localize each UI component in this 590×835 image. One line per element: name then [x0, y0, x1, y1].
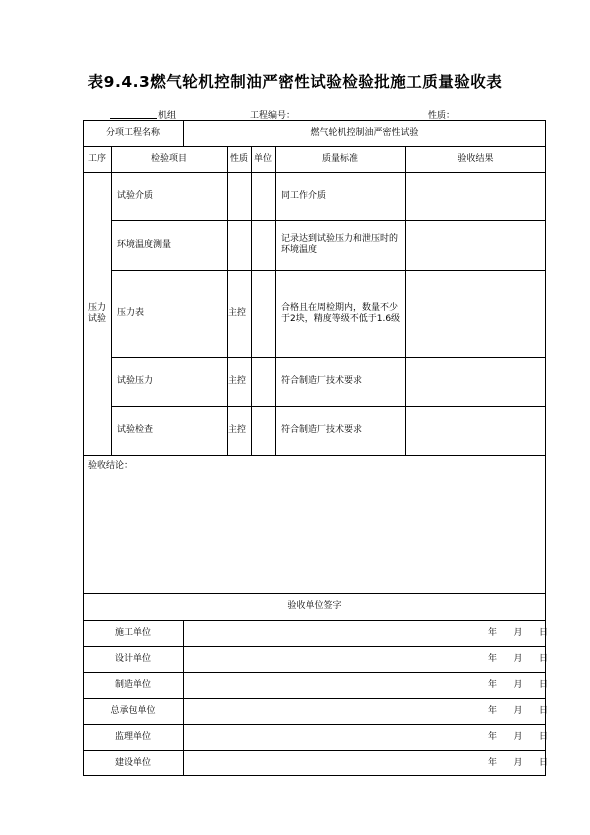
sign-field[interactable]	[183, 724, 546, 750]
sub-project-value: 燃气轮机控制油严密性试验	[310, 127, 419, 138]
row-standard: 符合制造厂技术要求	[281, 376, 363, 386]
col-header-unit: 单位	[253, 153, 272, 164]
conclusion-label: 验收结论：	[88, 461, 134, 471]
row-unit	[251, 357, 275, 406]
row-nature	[227, 172, 251, 220]
month-label: 月	[513, 654, 523, 664]
process-cell: 压力试验	[87, 302, 106, 324]
sign-unit-label: 总承包单位	[110, 705, 156, 716]
month-label: 月	[513, 706, 523, 716]
row-result-field[interactable]	[405, 172, 546, 220]
row-result-field[interactable]	[405, 270, 546, 357]
unit-label: 机组	[158, 111, 177, 121]
row-standard: 同工作介质	[281, 190, 327, 201]
year-label: 年	[488, 758, 498, 768]
row-standard: 合格且在周检期内，数量不少于2块，精度等级不低于1.6级	[281, 302, 401, 324]
sign-field[interactable]	[183, 620, 546, 646]
col-header-standard: 质量标准	[321, 153, 358, 164]
row-unit	[251, 270, 275, 357]
sign-unit-label: 监理单位	[114, 731, 151, 742]
sign-field[interactable]	[183, 750, 546, 776]
month-label: 月	[513, 732, 523, 742]
inspection-table	[83, 120, 546, 776]
month-label: 月	[513, 758, 523, 768]
row-item: 环境温度测量	[117, 239, 172, 250]
row-result-field[interactable]	[405, 406, 546, 455]
project-no-label: 工程编号：	[250, 111, 296, 121]
year-label: 年	[488, 628, 498, 638]
row-result-field[interactable]	[405, 220, 546, 270]
sign-unit-label: 施工单位	[114, 627, 151, 638]
conclusion-field[interactable]	[83, 476, 546, 593]
sign-field[interactable]	[183, 698, 546, 724]
nature-label: 性质：	[428, 111, 456, 121]
row-item: 试验检查	[117, 425, 154, 435]
day-label: 日	[538, 628, 548, 638]
sign-field[interactable]	[183, 646, 546, 672]
sign-field[interactable]	[183, 672, 546, 698]
row-nature: 主控	[228, 376, 247, 386]
day-label: 日	[538, 732, 548, 742]
row-item: 试验介质	[117, 190, 154, 201]
day-label: 日	[538, 758, 548, 768]
day-label: 日	[538, 706, 548, 716]
year-label: 年	[488, 680, 498, 690]
month-label: 月	[513, 680, 523, 690]
sign-unit-label: 建设单位	[114, 757, 151, 768]
sub-project-label: 分项工程名称	[105, 127, 160, 138]
row-standard: 符合制造厂技术要求	[281, 425, 363, 435]
month-label: 月	[513, 628, 523, 638]
year-label: 年	[488, 732, 498, 742]
row-unit	[251, 172, 275, 220]
col-header-nature: 性质	[229, 153, 248, 164]
row-item: 压力表	[117, 308, 145, 318]
sign-unit-label: 制造单位	[114, 679, 151, 690]
day-label: 日	[538, 654, 548, 664]
row-nature: 主控	[228, 308, 247, 318]
year-label: 年	[488, 706, 498, 716]
unit-blank-line	[110, 118, 157, 119]
row-item: 试验压力	[117, 376, 154, 386]
col-header-item: 检验项目	[150, 153, 187, 164]
page-title: 表9.4.3燃气轮机控制油严密性试验检验批施工质量验收表	[87, 73, 503, 91]
year-label: 年	[488, 654, 498, 664]
row-standard: 记录达到试验压力和泄压时的环境温度	[281, 234, 399, 255]
day-label: 日	[538, 680, 548, 690]
col-header-result: 验收结果	[457, 153, 494, 164]
row-nature	[227, 220, 251, 270]
row-unit	[251, 220, 275, 270]
col-header-process: 工序	[87, 153, 106, 164]
sign-header: 验收单位签字	[287, 601, 342, 611]
row-unit	[251, 406, 275, 455]
row-result-field[interactable]	[405, 357, 546, 406]
sign-unit-label: 设计单位	[114, 653, 151, 664]
row-nature: 主控	[228, 425, 247, 435]
